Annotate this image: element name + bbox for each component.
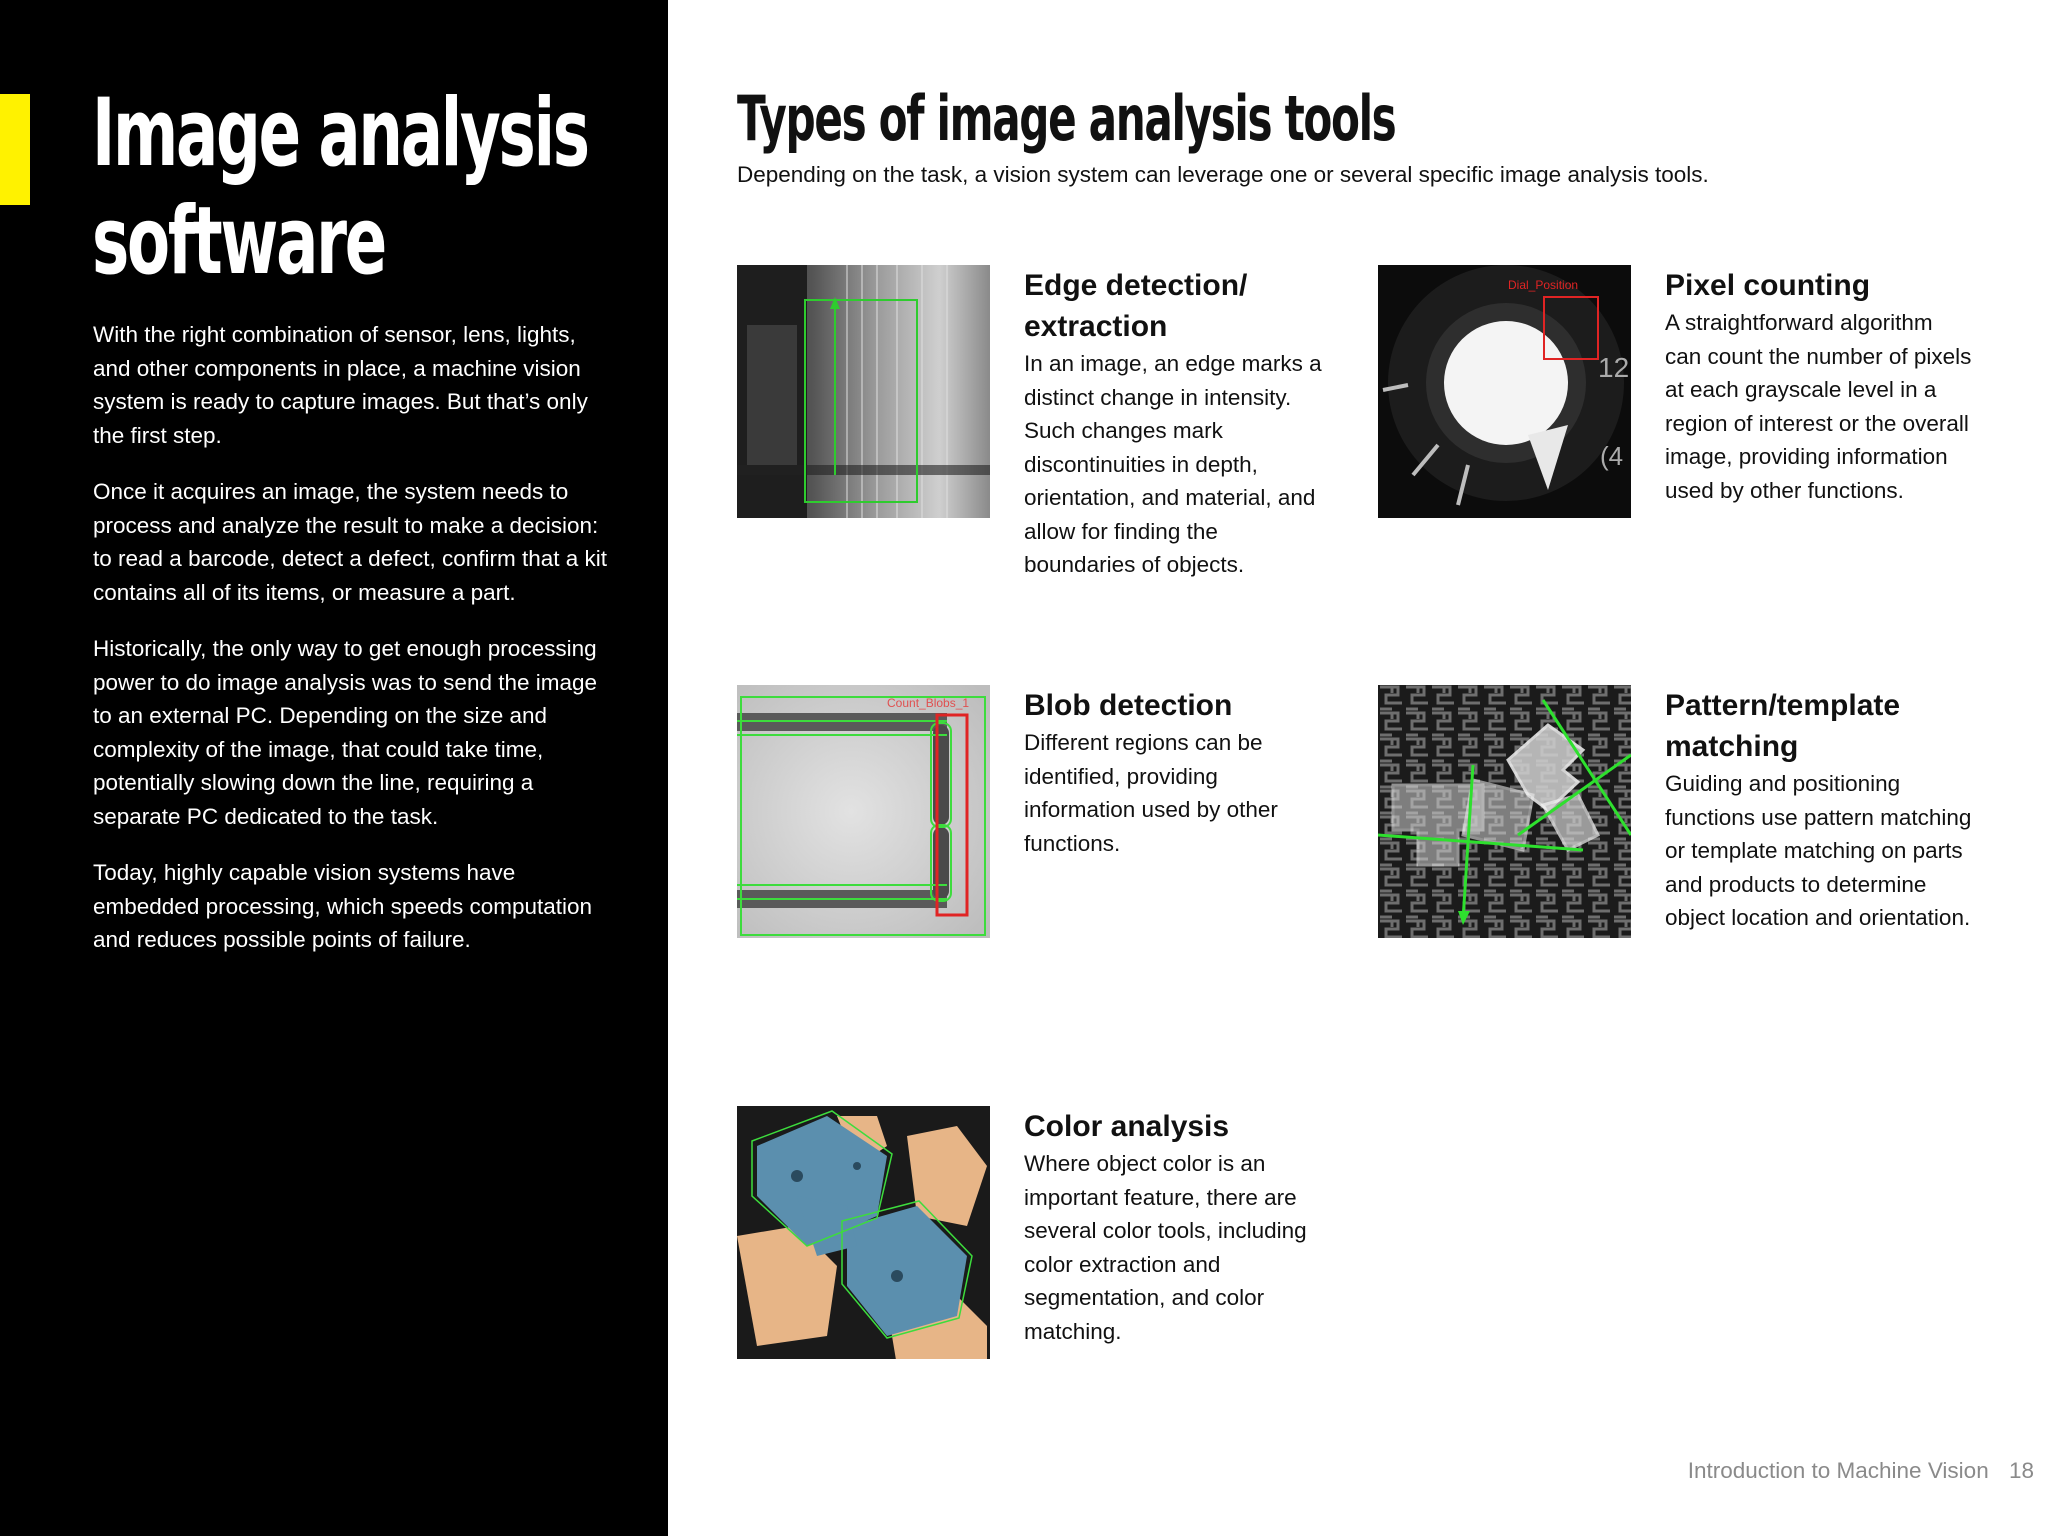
- tool-pixel-counting: [1378, 265, 1998, 525]
- tool-text: [1665, 265, 1975, 507]
- blob-detection-image: [737, 685, 990, 938]
- tool-blob-detection: [737, 685, 1357, 945]
- page-footer: [1688, 1458, 2034, 1484]
- tool-text: [1024, 1106, 1334, 1348]
- section-subtitle: Depending on the task, a vision system can leverage one or several specific image analysis tools.: [737, 162, 1709, 187]
- intro-paragraph: Historically, the only way to get enough processing power to do image analysis was to send the image to an external PC. Depending on the size and complexity of the image, that could take time, potentially slowing down the line, requiring a separate PC dedicated to the task.: [93, 636, 598, 829]
- tool-heading: Edge detection/ extraction: [1024, 269, 1248, 343]
- color-analysis-image: [737, 1106, 990, 1359]
- dial-position-label: Dial_Position: [1508, 278, 1579, 292]
- tool-description: Different regions can be identified, providing information used by other functions.: [1024, 730, 1278, 856]
- tool-text: [1024, 265, 1334, 582]
- page-title: Image analysis software: [92, 79, 588, 296]
- tool-heading: Pixel counting: [1665, 269, 1871, 302]
- tool-text: [1024, 685, 1334, 860]
- left-panel: [0, 0, 668, 1536]
- footer-doc-title: Introduction to Machine Vision: [1687, 1458, 1989, 1483]
- svg-text:12: 12: [1598, 352, 1630, 383]
- tool-heading: Color analysis: [1024, 1110, 1230, 1143]
- accent-bar: [0, 94, 30, 205]
- tool-edge-detection: [737, 265, 1357, 577]
- tool-color-analysis: [737, 1106, 1357, 1366]
- intro-paragraph: Once it acquires an image, the system needs to process and analyze the result to make a decision: to read a barcode, detect a defect, confirm that a kit contains all of its items, or measure a part.: [93, 479, 608, 605]
- tool-text: [1665, 685, 1975, 935]
- page-number: 18: [2008, 1458, 2034, 1483]
- intro-paragraph: With the right combination of sensor, lens, lights, and other components in place, a machine vision system is ready to capture images. But that’s only the first step.: [93, 322, 588, 448]
- intro-text: [93, 318, 613, 980]
- tool-description: In an image, an edge marks a distinct change in intensity. Such changes mark discontinuities in depth, orientation, and material, and allow for finding the boundaries of objects.: [1024, 351, 1322, 577]
- edge-detection-image: [737, 265, 990, 518]
- tool-heading: Pattern/template matching: [1665, 689, 1901, 763]
- tool-heading: Blob detection: [1024, 689, 1233, 722]
- pattern-matching-image: [1378, 685, 1631, 938]
- tool-description: Where object color is an important feature, there are several color tools, including color extraction and segmentation, and color matching.: [1024, 1151, 1307, 1344]
- count-blobs-label: Count_Blobs_1: [887, 696, 970, 710]
- tool-description: Guiding and positioning functions use pattern matching or template matching on parts and products to determine object location and orientation.: [1665, 771, 1972, 930]
- section-title: Types of image analysis tools: [737, 82, 1396, 155]
- pixel-counting-image: [1378, 265, 1631, 518]
- intro-paragraph: Today, highly capable vision systems have embedded processing, which speeds computation and reduces possible points of failure.: [93, 860, 593, 952]
- tool-description: A straightforward algorithm can count the number of pixels at each grayscale level in a region of interest or the overall image, providing information used by other functions.: [1665, 310, 1972, 503]
- svg-text:(4: (4: [1600, 441, 1624, 471]
- tool-pattern-matching: [1378, 685, 1998, 945]
